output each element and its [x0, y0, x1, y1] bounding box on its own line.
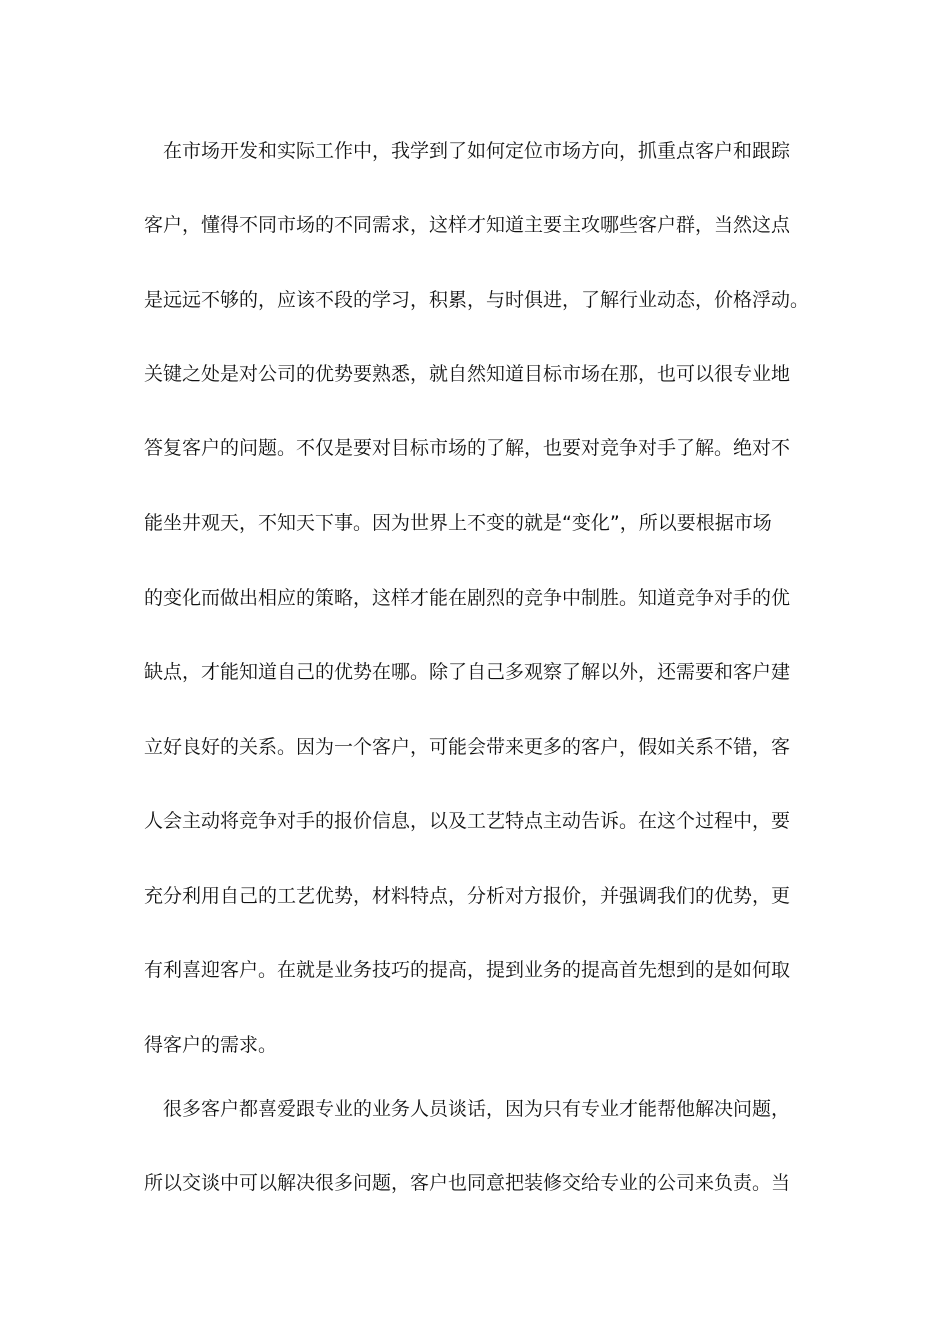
paragraph-1-line-4: 关键之处是对公司的优势要熟悉，就自然知道目标市场在那，也可以很专业地 [144, 363, 791, 385]
paragraph-1-line-8: 缺点，才能知道自己的优势在哪。除了自己多观察了解以外，还需要和客户建 [144, 661, 791, 683]
paragraph-1-line-1: 在市场开发和实际工作中，我学到了如何定位市场方向，抓重点客户和跟踪 [163, 140, 791, 162]
paragraph-1-line-12: 有利喜迎客户。在就是业务技巧的提高，提到业务的提高首先想到的是如何取 [144, 959, 791, 981]
paragraph-1-line-2: 客户，懂得不同市场的不同需求，这样才知道主要主攻哪些客户群，当然这点 [144, 214, 791, 236]
paragraph-1-line-6: 能坐井观天，不知天下事。因为世界上不变的就是“变化”，所以要根据市场 [144, 512, 772, 534]
paragraph-1-line-10: 人会主动将竞争对手的报价信息，以及工艺特点主动告诉。在这个过程中，要 [144, 810, 791, 832]
paragraph-1-line-5: 答复客户的问题。不仅是要对目标市场的了解，也要对竞争对手了解。绝对不 [144, 437, 791, 459]
paragraph-2-line-2: 所以交谈中可以解决很多问题，客户也同意把装修交给专业的公司来负责。当 [144, 1172, 791, 1194]
paragraph-2-line-1: 很多客户都喜爱跟专业的业务人员谈话，因为只有专业才能帮他解决问题， [163, 1098, 791, 1120]
paragraph-1-line-11: 充分利用自己的工艺优势，材料特点，分析对方报价，并强调我们的优势，更 [144, 885, 791, 907]
paragraph-1-line-7: 的变化而做出相应的策略，这样才能在剧烈的竞争中制胜。知道竞争对手的优 [144, 587, 791, 609]
paragraph-1-line-3: 是远远不够的，应该不段的学习，积累，与时俱进，了解行业动态，价格浮动。 [144, 289, 810, 311]
paragraph-1-line-9: 立好良好的关系。因为一个客户，可能会带来更多的客户，假如关系不错，客 [144, 736, 791, 758]
paragraph-1-line-13: 得客户的需求。 [144, 1034, 278, 1056]
